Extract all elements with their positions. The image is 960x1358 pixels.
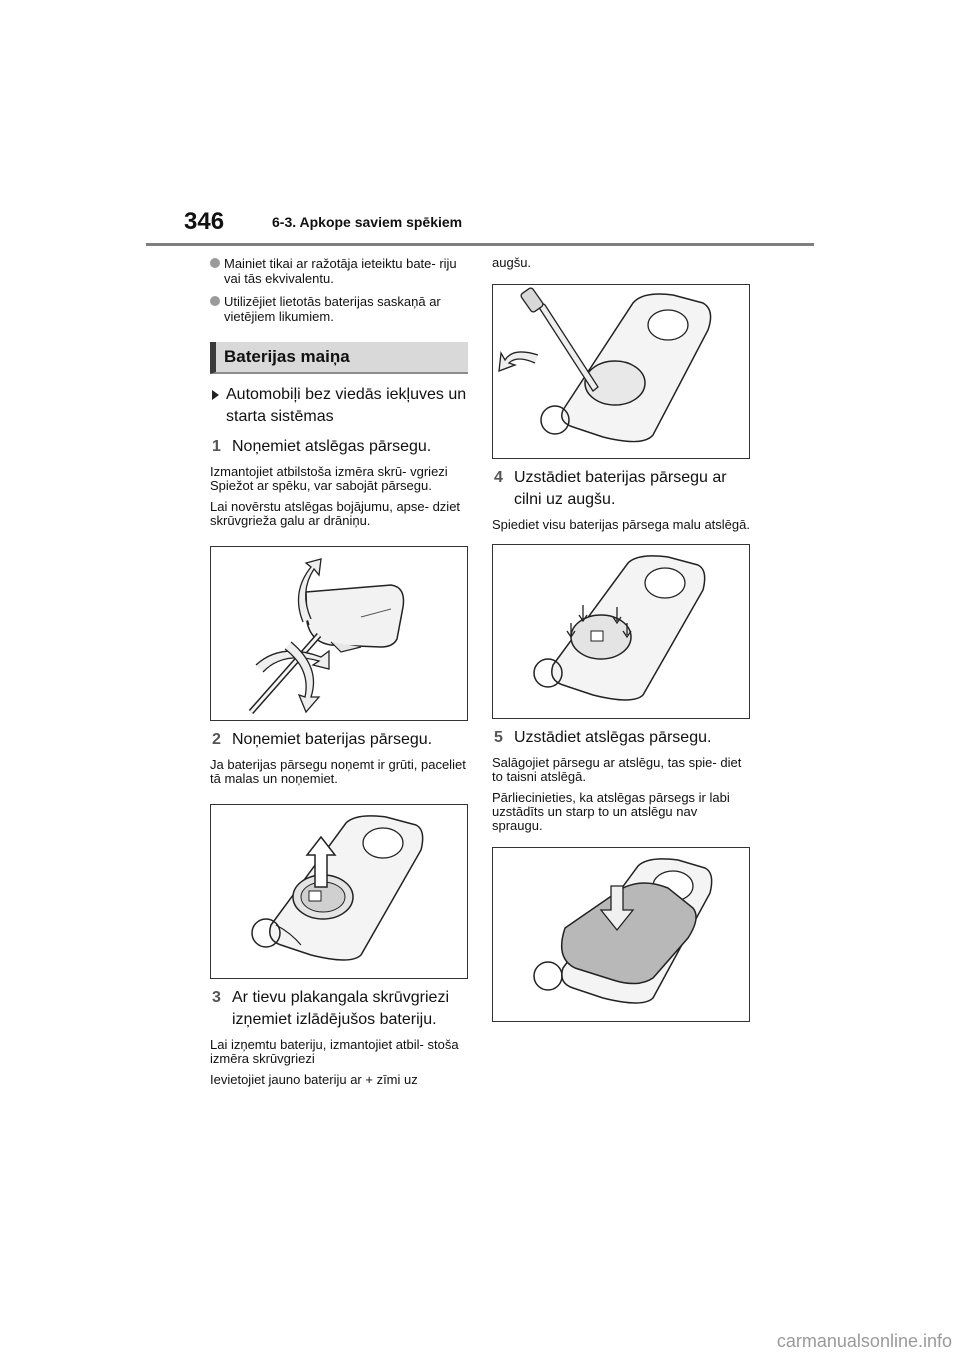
battery-cover-illustration-icon xyxy=(211,805,467,978)
step-text: Uzstādiet baterijas pārsegu ar cilni uz augšu. xyxy=(514,469,727,508)
step-text: Noņemiet atslēgas pārsegu. xyxy=(232,438,432,455)
install-key-cover-illustration-icon xyxy=(493,848,749,1021)
remove-battery-illustration-icon xyxy=(493,285,749,458)
install-battery-cover-illustration-icon xyxy=(493,545,749,718)
right-column xyxy=(492,256,750,1022)
step-2 xyxy=(210,729,468,751)
paragraph: Salāgojiet pārsegu ar atslēgu, tas spie- diet to taisni atslēgā. xyxy=(492,755,742,784)
section-heading: Baterijas maiņa xyxy=(210,342,468,374)
step-number: 1 xyxy=(212,438,221,455)
step-number: 3 xyxy=(212,989,221,1006)
page-number: 346 xyxy=(184,208,225,235)
triangle-bullet-icon xyxy=(212,390,219,400)
bullet-item: Mainiet tikai ar ražotāja ieteiktu bate- riju vai tās ekvivalentu. xyxy=(210,256,468,286)
paragraph-continued: augšu. xyxy=(492,255,532,270)
illustration-remove-key-cover xyxy=(210,546,468,721)
paragraph: Spiediet visu baterijas pārsega malu atslēgā. xyxy=(492,517,750,532)
header-divider xyxy=(146,243,814,246)
section-title: 6-3. Apkope saviem spēkiem xyxy=(272,214,463,230)
bullet-icon xyxy=(210,296,220,306)
step-number: 4 xyxy=(494,469,503,486)
paragraph: Lai novērstu atslēgas bojājumu, apse- dziet skrūvgrieža galu ar drāniņu. xyxy=(210,499,461,528)
step-3 xyxy=(210,987,468,1031)
paragraph: Pārliecinieties, ka atslēgas pārsegs ir labi uzstādīts un starp to un atslēgu nav spraugu. xyxy=(492,790,730,833)
step-5 xyxy=(492,727,750,749)
left-column xyxy=(210,256,468,1087)
illustration-remove-battery xyxy=(492,284,750,459)
paragraph: Ja baterijas pārsegu noņemt ir grūti, paceliet tā malas un noņemiet. xyxy=(210,757,466,786)
step-number: 2 xyxy=(212,731,221,748)
illustration-install-battery-cover xyxy=(492,544,750,719)
paragraph: Lai izņemtu bateriju, izmantojiet atbil- stoša izmēra skrūvgriezi xyxy=(210,1037,459,1066)
key-cover-illustration-icon xyxy=(211,547,467,720)
step-4 xyxy=(492,467,750,511)
step-1 xyxy=(210,436,468,458)
step-text: Ar tievu plakangala skrūvgriezi izņemiet izlādējušos bateriju. xyxy=(232,989,449,1028)
watermark: carmanualsonline.info xyxy=(776,1331,952,1351)
step-text: Noņemiet baterijas pārsegu. xyxy=(232,731,433,748)
step-number: 5 xyxy=(494,729,503,746)
bullet-icon xyxy=(210,258,220,268)
bullet-item: Utilizējiet lietotās baterijas saskaņā ar vietējiem likumiem. xyxy=(210,294,468,324)
step-text: Uzstādiet atslēgas pārsegu. xyxy=(514,729,712,746)
paragraph: Izmantojiet atbilstoša izmēra skrū- vgriezi Spiežot ar spēku, var sabojāt pārsegu. xyxy=(210,464,448,493)
illustration-remove-battery-cover xyxy=(210,804,468,979)
sub-heading: Automobiļi bez viedās iekļuves un starta sistēmas xyxy=(210,384,468,428)
paragraph: Ievietojiet jauno bateriju ar + zīmi uz xyxy=(210,1072,418,1087)
illustration-install-key-cover xyxy=(492,847,750,1022)
